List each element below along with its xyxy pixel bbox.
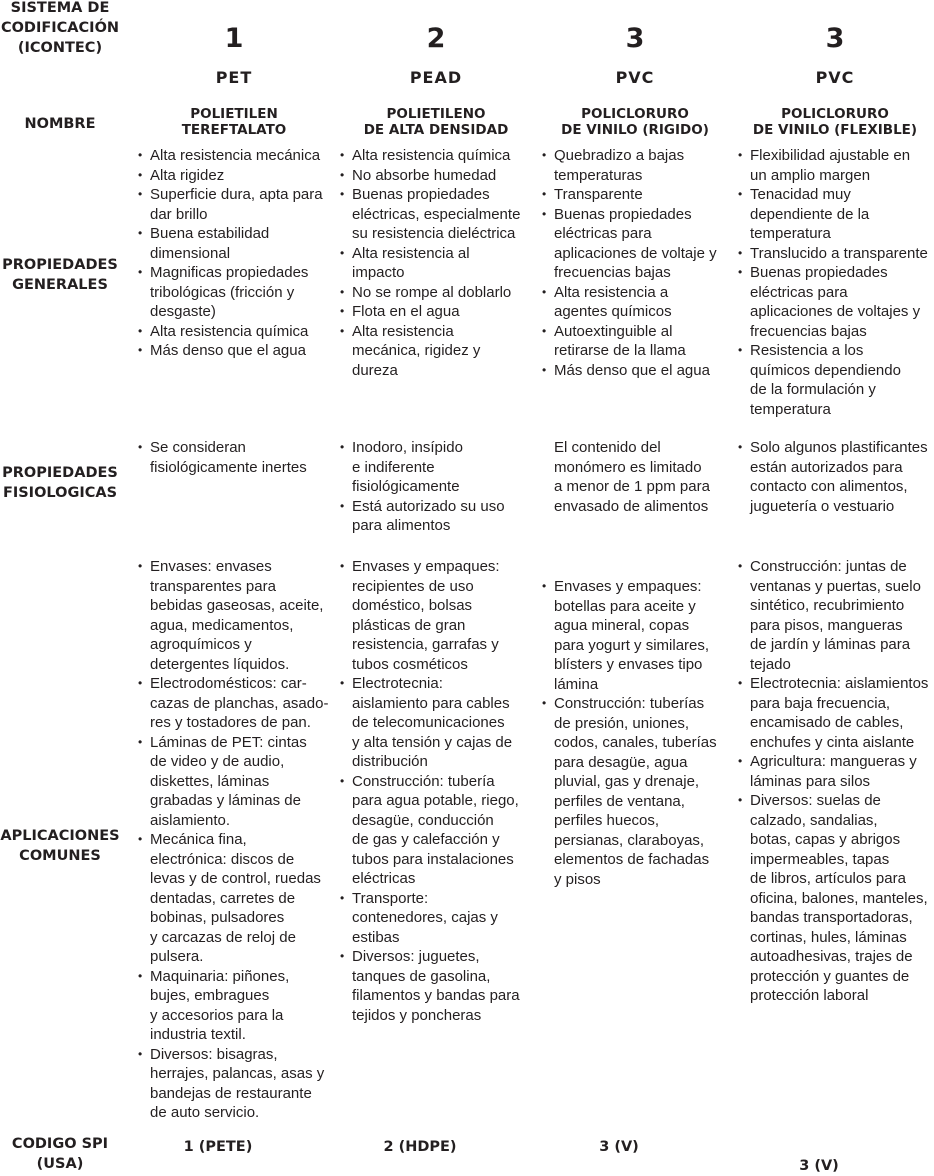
col-2-general-properties-list xyxy=(338,146,534,380)
col-4-polymer-name: POLICLORURO DE VINILO (FLEXIBLE) xyxy=(752,106,918,138)
col-2-general-properties-item: • Alta resistencia mecánica, rigidez y dureza xyxy=(338,322,534,381)
col-2-common-applications-item: • Diversos: juguetes, tanques de gasolina, filamentos y bandas para tejidos y poncheras xyxy=(338,947,534,1025)
col-4-general-properties-item: • Buenas propiedades eléctricas para aplicaciones de voltajes y frecuencias bajas xyxy=(736,263,934,341)
row-label-name: NOMBRE xyxy=(24,116,96,132)
col-2-general-properties-item: • Flota en el agua xyxy=(338,302,534,322)
col-1-polymer-name: POLIETILEN TEREFTALATO xyxy=(181,106,287,138)
col-4-general-properties-item: • Tenacidad muy dependiente de la temperatura xyxy=(736,185,934,244)
col-2-common-applications-item: • Envases y empaques: recipientes de uso doméstico, bolsas plásticas de gran resistencia, garrafas y tubos cosméticos xyxy=(338,557,534,674)
col-1-general-properties-list xyxy=(136,146,332,361)
col-2-general-properties-item: • Alta resistencia al impacto xyxy=(338,244,534,283)
col-4-common-applications-item: • Electrotecnia: aislamientos para baja frecuencia, encamisado de cables, enchufes y cinta aislante xyxy=(736,674,934,752)
row-label-common-applications: APLICACIONES COMUNES xyxy=(0,828,120,864)
col-4-physiological-properties-item: • Solo algunos plastificantes están autorizados para contacto con alimentos, juguetería o vestuario xyxy=(736,438,934,516)
col-2-code-number: 2 xyxy=(426,23,446,54)
col-4-abbreviation: PVC xyxy=(815,68,855,87)
col-2-physiological-properties-item: • Inodoro, insípido e indiferente fisiológicamente xyxy=(338,438,534,497)
col-3-spi-code: 3 (V) xyxy=(599,1139,639,1155)
col-1-common-applications-list xyxy=(136,557,332,1123)
col-4-physiological-properties-list xyxy=(736,438,934,516)
col-4-general-properties-list xyxy=(736,146,934,419)
col-3-general-properties-item: • Alta resistencia a agentes químicos xyxy=(540,283,730,322)
col-3-general-properties-item: • Transparente xyxy=(540,185,730,205)
row-label-general-properties: PROPIEDADES GENERALES xyxy=(2,257,118,293)
col-2-general-properties-item: • No se rompe al doblarlo xyxy=(338,283,534,303)
col-4-general-properties-item: • Flexibilidad ajustable en un amplio margen xyxy=(736,146,934,185)
col-4-common-applications-item: • Diversos: suelas de calzado, sandalias, botas, capas y abrigos impermeables, tapas de libros, artículos para oficina, balones, manteles, bandas transportadoras, cortinas, hules, láminas autoadhesivas, trajes de protección y guantes de protección laboral xyxy=(736,791,934,1006)
col-3-general-properties-item: • Quebradizo a bajas temperaturas xyxy=(540,146,730,185)
col-1-general-properties-item: • Buena estabilidad dimensional xyxy=(136,224,332,263)
col-1-general-properties-item: • Alta resistencia mecánica xyxy=(136,146,332,166)
col-2-abbreviation: PEAD xyxy=(409,68,463,87)
col-4-common-applications-list xyxy=(736,557,934,1006)
col-4-code-number: 3 xyxy=(825,23,845,54)
col-1-general-properties-item: • Alta resistencia química xyxy=(136,322,332,342)
col-3-common-applications-item: • Construcción: tuberías de presión, uniones, codos, canales, tuberías para desagüe, agua pluvial, gas y drenaje, perfiles de ventana, perfiles huecos, persianas, claraboyas, elementos de fachadas y pisos xyxy=(540,694,730,889)
col-2-common-applications-item: • Transporte: contenedores, cajas y estibas xyxy=(338,889,534,948)
col-1-common-applications-item: • Envases: envases transparentes para bebidas gaseosas, aceite, agua, medicamentos, agroquímicos y detergentes líquidos. xyxy=(136,557,332,674)
col-4-spi-code: 3 (V) xyxy=(799,1158,839,1174)
col-1-physiological-properties-item: • Se consideran fisiológicamente inertes xyxy=(136,438,332,477)
col-1-abbreviation: PET xyxy=(215,68,253,87)
col-1-general-properties-item: • Superficie dura, apta para dar brillo xyxy=(136,185,332,224)
col-1-common-applications-item: • Electrodomésticos: car- cazas de planchas, asado- res y tostadores de pan. xyxy=(136,674,332,733)
col-3-general-properties-item: • Más denso que el agua xyxy=(540,361,730,381)
col-2-physiological-properties-item: • Está autorizado su uso para alimentos xyxy=(338,497,534,536)
col-1-general-properties-item: • Magnificas propiedades tribológicas (fricción y desgaste) xyxy=(136,263,332,322)
col-1-general-properties-item: • Alta rigidez xyxy=(136,166,332,186)
col-2-spi-code: 2 (HDPE) xyxy=(383,1139,457,1155)
col-3-general-properties-item: • Autoextinguible al retirarse de la llama xyxy=(540,322,730,361)
col-4-common-applications-item: • Agricultura: mangueras y láminas para silos xyxy=(736,752,934,791)
col-2-polymer-name: POLIETILENO DE ALTA DENSIDAD xyxy=(363,106,509,138)
col-4-general-properties-item: • Translucido a transparente xyxy=(736,244,934,264)
col-3-polymer-name: POLICLORURO DE VINILO (RIGIDO) xyxy=(561,106,709,138)
col-2-general-properties-item: • Alta resistencia química xyxy=(338,146,534,166)
col-1-common-applications-item: • Láminas de PET: cintas de video y de audio, diskettes, láminas grabadas y láminas de aislamiento. xyxy=(136,733,332,831)
col-2-common-applications-item: • Construcción: tubería para agua potable, riego, desagüe, conducción de gas y calefacción y tubos para instalaciones eléctricas xyxy=(338,772,534,889)
col-1-general-properties-item: • Más denso que el agua xyxy=(136,341,332,361)
col-3-general-properties-list xyxy=(540,146,730,380)
col-1-physiological-properties-list xyxy=(136,438,332,477)
col-2-general-properties-item: • No absorbe humedad xyxy=(338,166,534,186)
col-2-physiological-properties-list xyxy=(338,438,534,536)
col-4-general-properties-item: • Resistencia a los químicos dependiendo de la formulación y temperatura xyxy=(736,341,934,419)
col-3-general-properties-item: • Buenas propiedades eléctricas para aplicaciones de voltaje y frecuencias bajas xyxy=(540,205,730,283)
col-1-spi-code: 1 (PETE) xyxy=(183,1139,253,1155)
row-label-physiological-properties: PROPIEDADES FISIOLOGICAS xyxy=(2,465,118,501)
col-1-common-applications-item: • Maquinaria: piñones, bujes, embragues y accesorios para la industria textil. xyxy=(136,967,332,1045)
row-label-spi-code: CODIGO SPI (USA) xyxy=(11,1136,109,1172)
col-1-common-applications-item: • Diversos: bisagras, herrajes, palancas, asas y bandejas de restaurante de auto servicio. xyxy=(136,1045,332,1123)
col-2-common-applications-list xyxy=(338,557,534,1025)
row-label-coding-system: SISTEMA DE CODIFICACIÓN (ICONTEC) xyxy=(0,0,120,56)
col-3-common-applications-item: • Envases y empaques: botellas para aceite y agua mineral, copas para yogurt y similares, blísters y envases tipo lámina xyxy=(540,577,730,694)
col-2-general-properties-item: • Buenas propiedades eléctricas, especialmente su resistencia dieléctrica xyxy=(338,185,534,244)
col-3-common-applications-list xyxy=(540,577,730,889)
col-2-common-applications-item: • Electrotecnia: aislamiento para cables de telecomunicaciones y alta tensión y cajas de distribución xyxy=(338,674,534,772)
col-4-common-applications-item: • Construcción: juntas de ventanas y puertas, suelo sintético, recubrimiento para pisos, mangueras de jardín y láminas para tejado xyxy=(736,557,934,674)
col-1-common-applications-item: • Mecánica fina, electrónica: discos de levas y de control, ruedas dentadas, carretes de bobinas, pulsadores y carcazas de reloj de pulsera. xyxy=(136,830,332,967)
col-3-abbreviation: PVC xyxy=(615,68,655,87)
col-3-code-number: 3 xyxy=(625,23,645,54)
col-3-physiological-note: El contenido del monómero es limitado a menor de 1 ppm para envasado de alimentos xyxy=(554,439,710,515)
col-1-code-number: 1 xyxy=(224,23,244,54)
